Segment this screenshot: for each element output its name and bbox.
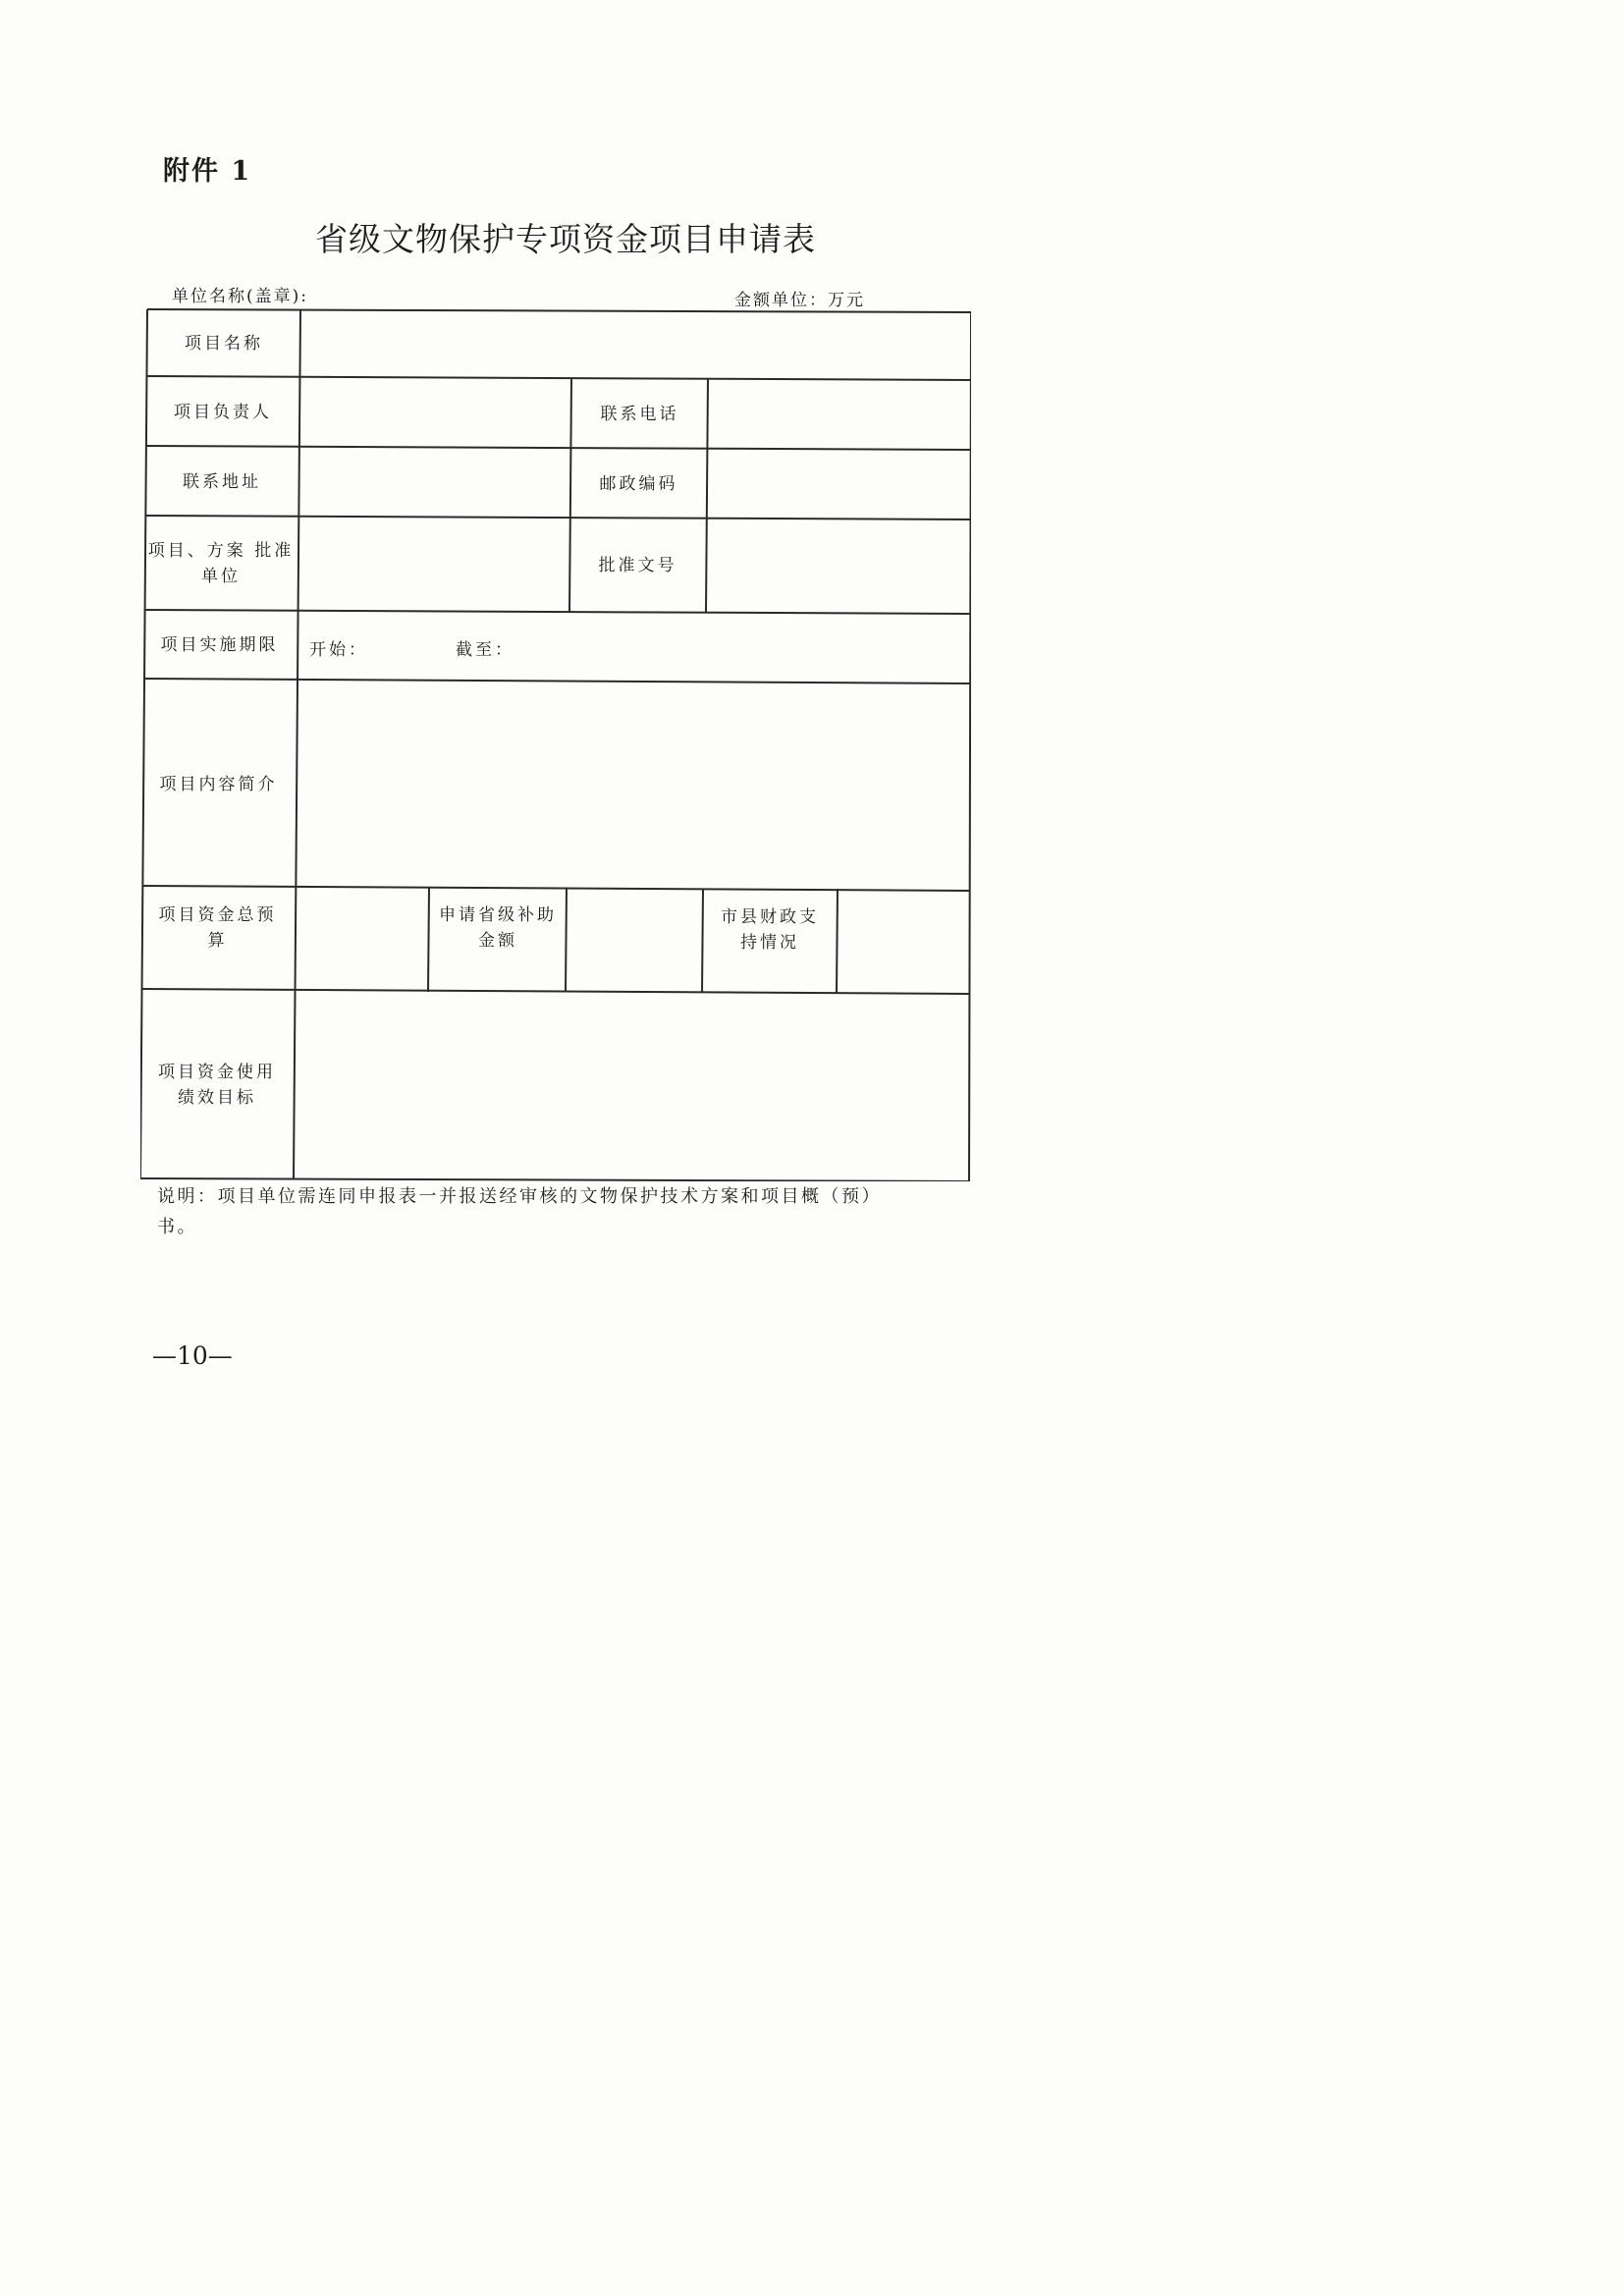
postal-code-label: 邮政编码 — [599, 473, 678, 494]
provincial-subsidy-label — [430, 901, 566, 956]
performance-goal-label-line2: 绩效目标 — [178, 1088, 256, 1108]
form-note — [157, 1181, 943, 1242]
form-note-line1: 说明：项目单位需连同申报表一并报送经审核的文物保护技术方案和项目概（预） — [157, 1186, 882, 1207]
start-date-label: 开始： — [309, 640, 368, 660]
approval-doc-no-label: 批准文号 — [598, 556, 677, 575]
contact-phone-label: 联系电话 — [600, 404, 679, 424]
implementation-period-label: 项目实施期限 — [160, 635, 279, 655]
amount-unit-label: 金额单位：万元 — [734, 291, 865, 310]
page-number: —10— — [152, 1341, 233, 1370]
application-form-table — [140, 307, 971, 1181]
form-title: 省级文物保护专项资金项目申请表 — [315, 220, 816, 258]
approval-unit-label — [145, 518, 297, 610]
form-note-line2: 书。 — [157, 1217, 197, 1237]
local-support-label — [703, 902, 837, 957]
performance-goal-label-line1: 项目资金使用 — [158, 1063, 276, 1082]
project-name-label: 项目名称 — [185, 334, 263, 354]
provincial-subsidy-label-line1: 申请省级补助 — [439, 905, 557, 925]
local-support-label-line2: 持情况 — [740, 933, 799, 953]
end-date-label: 截至： — [456, 640, 514, 660]
total-budget-label — [142, 901, 293, 956]
performance-goal-label — [141, 992, 293, 1178]
approval-unit-label-line2: 单位 — [201, 567, 241, 586]
project-leader-label: 项目负责人 — [174, 402, 272, 422]
local-support-label-line1: 市县财政支 — [721, 907, 819, 927]
total-budget-label-line1: 项目资金总预 — [158, 905, 277, 925]
provincial-subsidy-label-line2: 金额 — [478, 931, 517, 951]
unit-name-label: 单位名称(盖章): — [172, 287, 308, 306]
approval-unit-label-line1: 项目、方案 批准 — [147, 541, 295, 561]
contact-address-label: 联系地址 — [183, 471, 261, 492]
total-budget-label-line2: 算 — [207, 931, 228, 951]
attachment-label: 附件 1 — [163, 156, 252, 187]
content-intro-label: 项目内容简介 — [159, 774, 278, 794]
